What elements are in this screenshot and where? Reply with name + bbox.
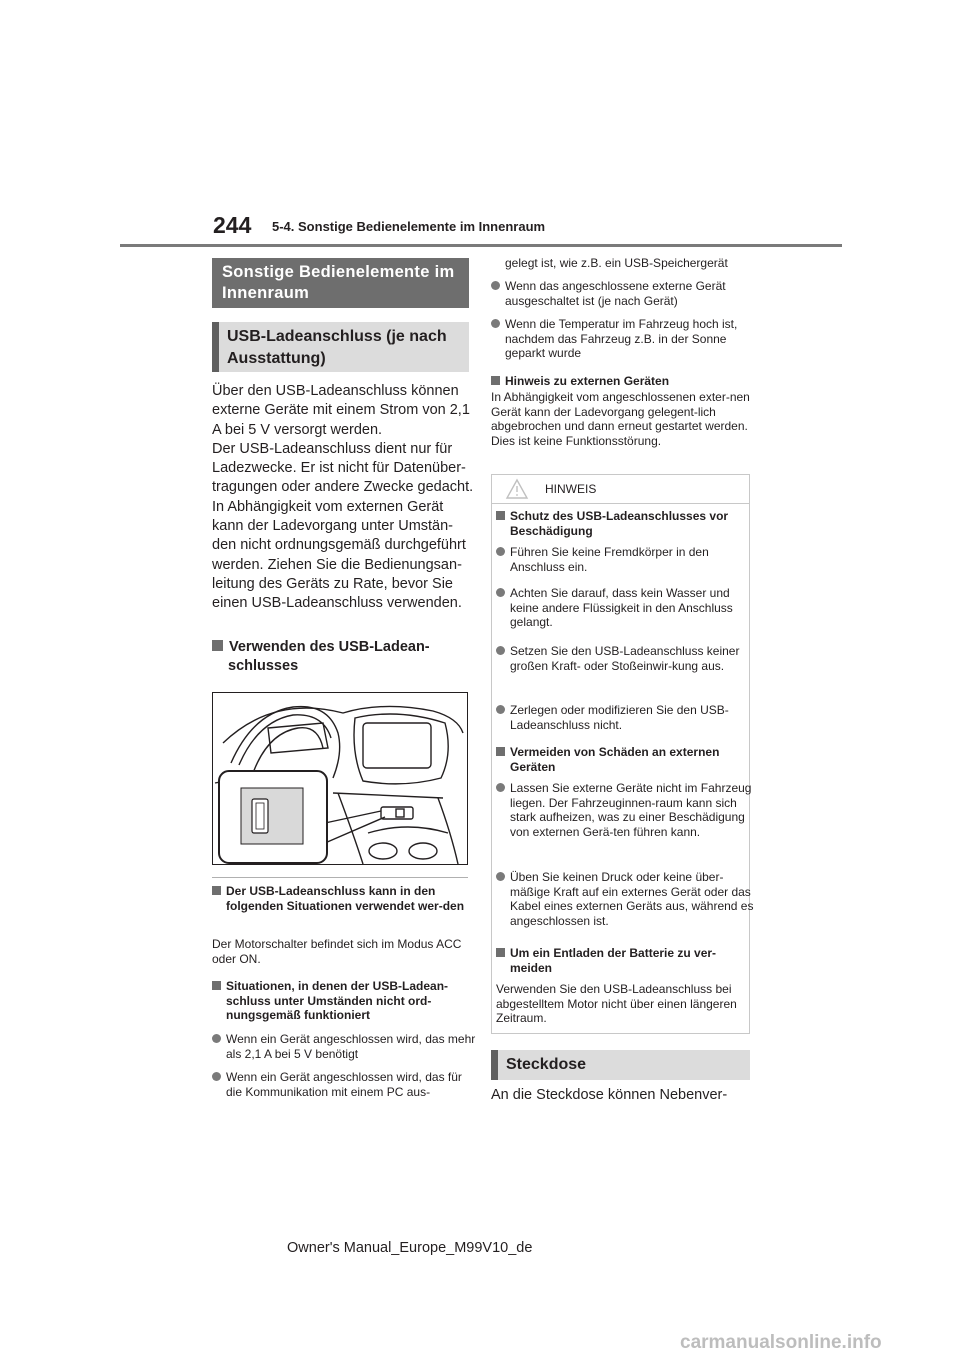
- dot-bullet-icon: [212, 1034, 221, 1043]
- list-item: [496, 781, 755, 839]
- notice-h2-text: Vermeiden von Schäden an externen Geräten: [510, 745, 720, 774]
- list-item: [496, 586, 755, 630]
- note3-head-text: Hinweis zu externen Geräten: [505, 374, 670, 388]
- usb-port-illustration: [212, 692, 468, 865]
- note1-head-text: Der USB-Ladeanschluss kann in den folgenden Situationen verwendet wer-den: [226, 884, 465, 913]
- divider-left: [212, 877, 468, 878]
- dot-bullet-icon: [496, 783, 505, 792]
- notice-b2-text: Achten Sie darauf, dass kein Wasser und keine andere Flüssigkeit in den Anschluss gelangt.: [510, 586, 733, 629]
- square-bullet-icon: [496, 948, 505, 957]
- intro-paragraph-2: Der USB-Ladeanschluss dient nur für Ladezwecke. Er ist nicht für Datenüber-tragungen oder andere Zwecke gedacht.: [212, 440, 474, 496]
- square-bullet-icon: [496, 511, 505, 520]
- chapter-banner: Sonstige Bedienelemente im Innenraum: [212, 258, 469, 308]
- square-bullet-icon: [496, 747, 505, 756]
- note-external-devices-head: [491, 374, 751, 389]
- notice-heading-battery: [496, 946, 755, 975]
- dot-bullet-icon: [212, 1072, 221, 1081]
- notice-title: HINWEIS: [545, 482, 597, 496]
- subhead-usage: [212, 638, 468, 677]
- list-item: [496, 870, 755, 928]
- notice-heading-external-damage: [496, 745, 755, 774]
- notice-b3-text: Setzen Sie den USB-Ladeanschluss keiner großen Kraft- oder Stoßeinwir-kung aus.: [510, 644, 740, 673]
- note-usage-situations-text: Der Motorschalter befindet sich im Modus ACC oder ON.: [212, 937, 462, 966]
- dashboard-drawing: [213, 693, 467, 864]
- notice-battery-text: Verwenden Sie den USB-Ladeanschluss bei abgestelltem Motor nicht über einen längeren Zeitraum.: [496, 982, 737, 1025]
- subhead-usage-text: Verwenden des USB-Ladean-schlusses: [228, 639, 430, 675]
- notice-h3-text: Um ein Entladen der Batterie zu ver-meiden: [510, 946, 717, 975]
- note-external-devices-text: In Abhängigkeit vom angeschlossenen exter-nen Gerät kann der Ladevorgang gelegent-lich abgebrochen und dann erneut gestartet werden. Dies ist keine Funktionsstörung.: [491, 390, 750, 448]
- section-title-steckdose: Steckdose: [491, 1050, 750, 1080]
- list-item: [496, 644, 755, 673]
- note-usage-situations-head: [212, 884, 484, 913]
- dot-bullet-icon: [496, 705, 505, 714]
- dot-bullet-icon: [491, 319, 500, 328]
- intro-paragraph-1: Über den USB-Ladeanschluss können externe Geräte mit einem Strom von 2,1 A bei 5 V versorgt werden.: [212, 383, 470, 438]
- section-title-usb: USB-Ladeanschluss (je nach Ausstattung): [212, 322, 469, 372]
- square-bullet-icon: [212, 981, 221, 990]
- list-item: [496, 703, 755, 732]
- running-head: 5-4. Sonstige Bedienelemente im Innenraum: [272, 219, 546, 234]
- dot-bullet-icon: [496, 588, 505, 597]
- dot-bullet-icon: [496, 547, 505, 556]
- bullet3-text: Wenn das angeschlossene externe Gerät ausgeschaltet ist (je nach Gerät): [505, 279, 726, 308]
- watermark: carmanualsonline.info: [680, 1332, 882, 1353]
- notice-b6-text: Üben Sie keinen Druck oder keine über-mäßige Kraft auf ein externes Gerät oder das Kabel eines externen Geräts aus, während es angeschlossen ist.: [510, 870, 754, 928]
- square-bullet-icon: [212, 886, 221, 895]
- bullet4-text: Wenn die Temperatur im Fahrzeug hoch ist, nachdem das Fahrzeug z.B. in der Sonne geparkt wurde: [505, 317, 738, 360]
- dot-bullet-icon: [496, 646, 505, 655]
- warning-triangle-icon: [505, 478, 529, 500]
- notice-heading-protection: [496, 509, 755, 538]
- note-malfunction-head: [212, 979, 484, 1023]
- list-item: [491, 317, 765, 361]
- bullet-continuation: gelegt ist, wie z.B. ein USB-Speichergerät: [505, 256, 728, 270]
- square-bullet-icon: [491, 376, 500, 385]
- bullet2-text: Wenn ein Gerät angeschlossen wird, das für die Kommunikation mit einem PC aus-: [226, 1070, 462, 1099]
- list-item: [491, 279, 765, 308]
- notice-b1-text: Führen Sie keine Fremdkörper in den Anschluss ein.: [510, 545, 709, 574]
- list-item: [212, 1032, 480, 1061]
- steckdose-text: An die Steckdose können Nebenver-: [491, 1087, 728, 1103]
- list-item: [212, 1070, 480, 1099]
- notice-b5-text: Lassen Sie externe Geräte nicht im Fahrzeug liegen. Der Fahrzeuginnen-raum kann sich stark aufheizen, was zu einer Beschädigung von externen Gerä-ten führen kann.: [510, 781, 752, 839]
- list-item: [496, 545, 755, 574]
- notice-divider: [491, 503, 750, 504]
- header-rule: [120, 244, 842, 247]
- intro-paragraph-3: In Abhängigkeit vom externen Gerät kann der Ladevorgang unter Umstän-den nicht ordnungsgemäß durchgeführt werden. Ziehen Sie die Bedienungsan-leitung des Geräts zu Rate, bevor Sie einen USB-Ladeanschluss verwenden.: [212, 498, 466, 612]
- intro-text: [212, 382, 474, 614]
- note2-head-text: Situationen, in denen der USB-Ladean-schluss unter Umständen nicht ord-nungsgemäß funktioniert: [226, 979, 449, 1022]
- notice-h1-text: Schutz des USB-Ladeanschlusses vor Beschädigung: [510, 509, 729, 538]
- page-number: 244: [213, 212, 252, 238]
- square-bullet-icon: [212, 640, 223, 651]
- notice-b4-text: Zerlegen oder modifizieren Sie den USB-Ladeanschluss nicht.: [510, 703, 729, 732]
- dot-bullet-icon: [496, 872, 505, 881]
- bullet1-text: Wenn ein Gerät angeschlossen wird, das mehr als 2,1 A bei 5 V benötigt: [226, 1032, 476, 1061]
- dot-bullet-icon: [491, 281, 500, 290]
- footer-text: Owner's Manual_Europe_M99V10_de: [287, 1240, 533, 1256]
